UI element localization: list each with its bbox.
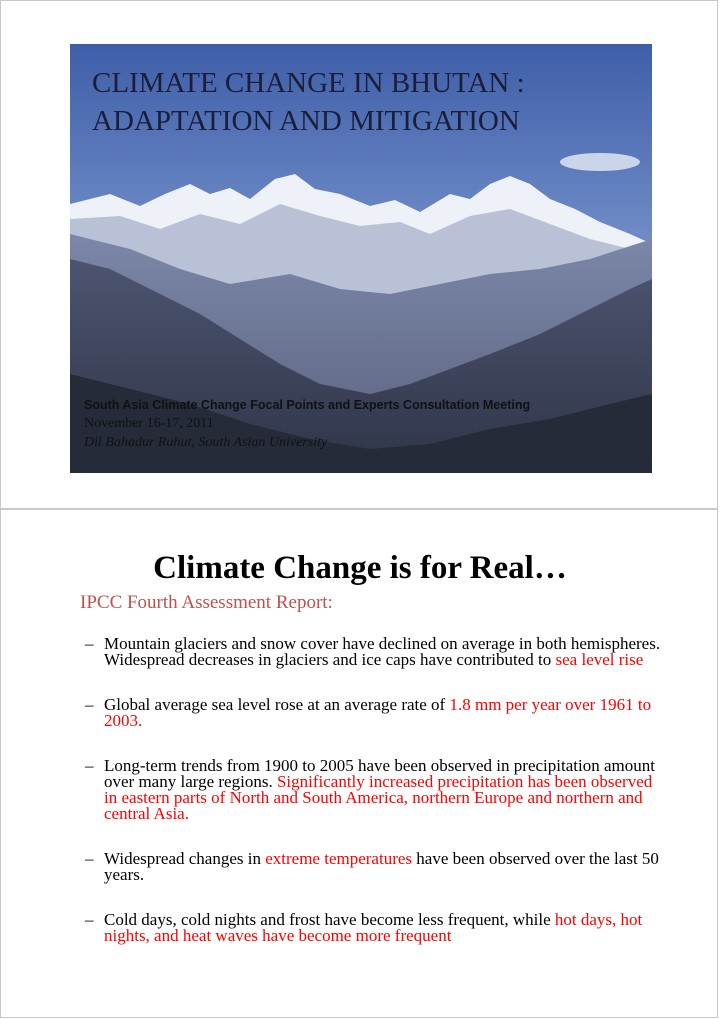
dash-marker: – [85,695,94,714]
bullet-highlight: 1.8 mm per year over 1961 to 2003. [104,695,652,730]
title-line-1: CLIMATE CHANGE IN BHUTAN : [92,67,525,99]
bullet-item [85,636,665,668]
bullet-highlight: hot days, hot nights, and heat waves have become more frequent [104,910,643,945]
bullet-text: Global average sea level rose at an average rate of [104,695,450,714]
author: Dil Bahadur Rahut, South Asian University [84,435,328,450]
bullet-highlight: extreme temperatures [265,849,413,868]
dash-marker: – [85,756,94,775]
mountain-photo [70,44,652,473]
bullet-list [85,636,665,944]
slide-title: Climate Change is for Real… [153,550,567,586]
meeting-date: November 16-17, 2011 [84,416,214,431]
title-slide [0,0,718,509]
dash-marker: – [85,910,94,929]
bullet-text: Widespread changes in [104,849,266,868]
dash-marker: – [85,849,94,868]
dash-marker: – [85,634,94,653]
bullet-rest: have been observed over the last 50 years. [104,849,659,884]
bullet-item [85,697,665,729]
bullet-item [85,912,665,944]
bullet-highlight: Significantly increased precipitation has been observed in eastern parts of North and South America, northern Europe and northern and central Asia. [104,772,653,823]
bullet-item [85,851,665,883]
bullet-text: Mountain glaciers and snow cover have declined on average in both hemispheres. Widespread decreases in glaciers and ice caps have contributed to [104,634,661,669]
bullet-item [85,758,665,822]
credits [84,396,644,452]
title-line-2: ADAPTATION AND MITIGATION [92,105,520,137]
meeting-name: South Asia Climate Change Focal Points and Experts Consultation Meeting [84,398,531,412]
bullet-text: Long-term trends from 1900 to 2005 have been observed in precipitation amount over many large regions. [104,756,655,791]
bullet-text: Cold days, cold nights and frost have become less frequent, while [104,910,555,929]
bullet-highlight: sea level rise [555,650,644,669]
presentation-title [92,64,632,140]
slide-subtitle: IPCC Fourth Assessment Report: [80,592,333,613]
content-slide [0,509,718,1018]
